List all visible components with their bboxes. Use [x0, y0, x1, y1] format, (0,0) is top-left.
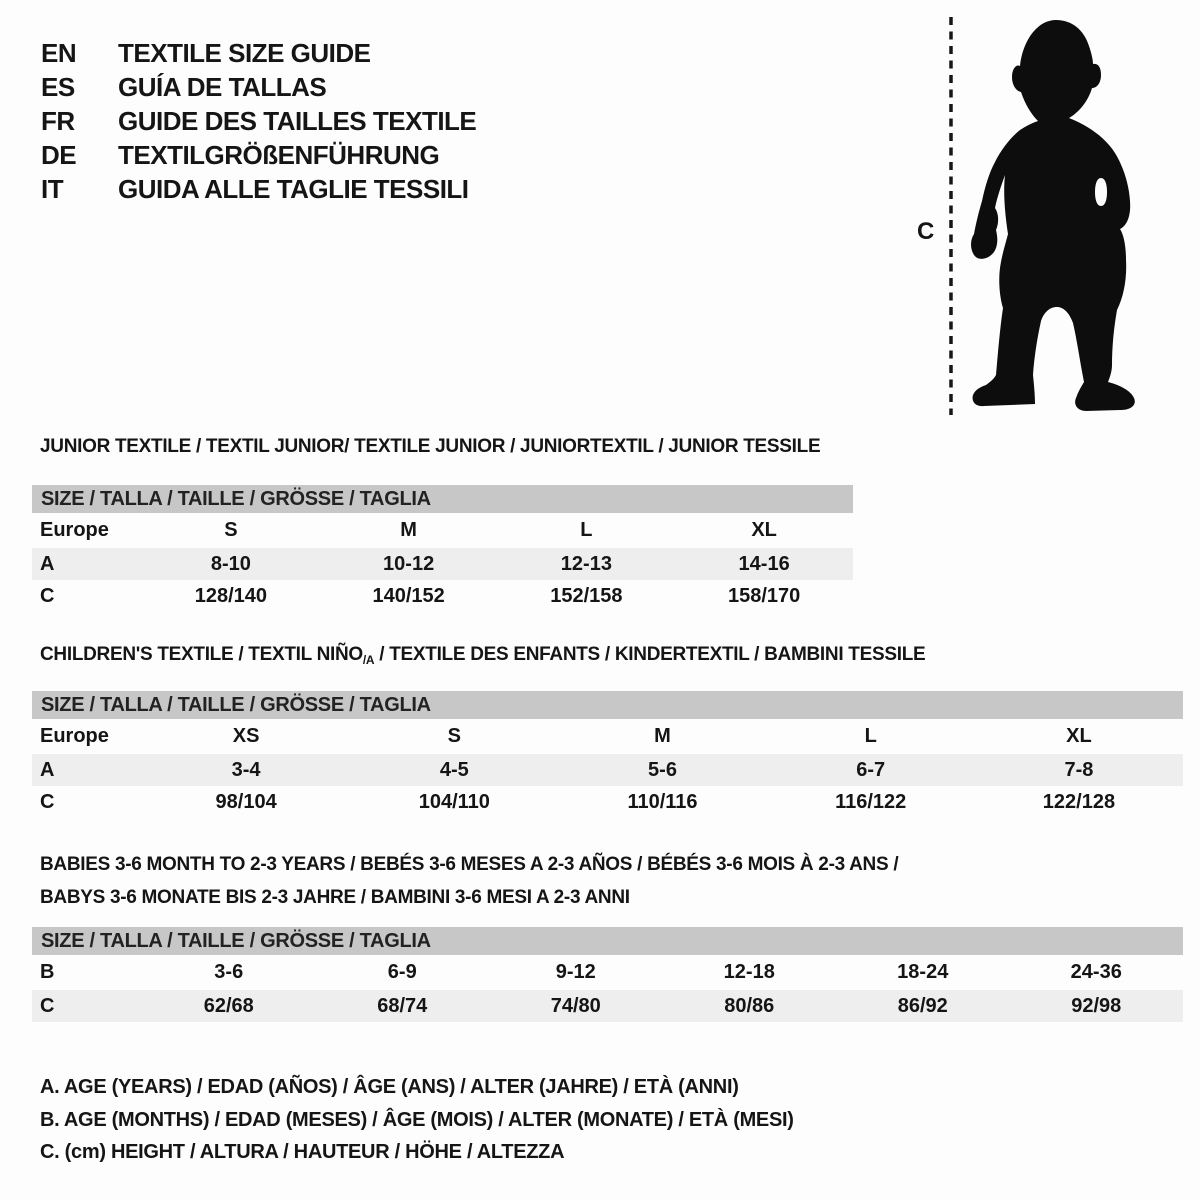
size-header-text: SIZE / TALLA / TAILLE / GRÖSSE / TAGLIA	[41, 693, 431, 716]
age-cell: 5-6	[648, 758, 677, 781]
age-cell: 18-24	[897, 961, 949, 983]
language-row-es	[41, 70, 476, 104]
babies-title-line2: BABYS 3-6 MONATE BIS 2-3 JAHRE / BAMBINI 3-6 MESI A 2-3 ANNI	[40, 887, 630, 908]
height-cell: 62/68	[203, 994, 254, 1017]
junior-section-title: JUNIOR TEXTILE / TEXTIL JUNIOR/ TEXTILE JUNIOR / JUNIORTEXTIL / JUNIOR TESSILE	[40, 436, 821, 457]
table-row	[32, 719, 1183, 754]
age-cell: 3-4	[231, 758, 261, 781]
height-cell: 74/80	[550, 994, 601, 1017]
height-cell: 152/158	[550, 585, 623, 607]
table-row	[32, 754, 1183, 786]
row-label: C	[40, 994, 55, 1017]
table-row	[32, 990, 1183, 1022]
height-cell: 104/110	[418, 791, 490, 813]
age-cell: 9-12	[555, 961, 596, 983]
age-cell: 4-5	[439, 758, 469, 781]
row-label: Europe	[40, 519, 109, 541]
row-label: Europe	[40, 725, 109, 747]
legend-height-cm: C. (cm) HEIGHT / ALTURA / HAUTEUR / HÖHE / ALTEZZA	[40, 1141, 565, 1163]
size-cell: S	[447, 725, 461, 747]
children-section-title	[40, 644, 925, 667]
language-row-fr	[41, 104, 476, 138]
row-label: A	[40, 552, 55, 575]
height-cell: 68/74	[377, 994, 428, 1017]
size-cell: XS	[232, 725, 260, 747]
age-cell: 24-36	[1070, 961, 1122, 983]
legend-age-years: A. AGE (YEARS) / EDAD (AÑOS) / ÂGE (ANS) / ALTER (JAHRE) / ETÀ (ANNI)	[40, 1076, 739, 1098]
size-cell: L	[580, 519, 593, 541]
children-title-part1: CHILDREN'S TEXTILE / TEXTIL NIÑO	[40, 644, 363, 665]
age-cell: 6-9	[387, 961, 417, 983]
size-header-text: SIZE / TALLA / TAILLE / GRÖSSE / TAGLIA	[41, 929, 431, 952]
figure-height-label: C	[917, 218, 935, 245]
language-row-en	[41, 36, 476, 70]
table-row	[32, 786, 1183, 819]
table-row	[32, 580, 853, 613]
height-cell: 140/152	[372, 585, 445, 607]
size-header-bar	[32, 485, 853, 513]
height-cell: 80/86	[724, 994, 775, 1017]
row-label: A	[40, 758, 55, 781]
legend	[40, 1071, 794, 1169]
age-cell: 10-12	[383, 552, 435, 575]
age-cell: 12-18	[723, 961, 775, 983]
height-cell: 98/104	[215, 791, 277, 813]
babies-title-line1: BABIES 3-6 MONTH TO 2-3 YEARS / BEBÉS 3-6 MESES A 2-3 AÑOS / BÉBÉS 3-6 MOIS À 2-3 ANS /	[40, 854, 899, 875]
guide-title-de: TEXTILGRÖßENFÜHRUNG	[118, 139, 440, 170]
table-row	[32, 548, 853, 580]
size-header-bar	[32, 691, 1183, 719]
height-cell: 122/128	[1042, 791, 1116, 813]
age-cell: 12-13	[560, 552, 612, 575]
row-label: C	[40, 791, 55, 813]
babies-size-table	[32, 927, 1183, 1022]
language-code: EN	[41, 37, 77, 68]
guide-title-en: TEXTILE SIZE GUIDE	[118, 37, 371, 68]
size-header-bar	[32, 927, 1183, 955]
size-cell: M	[654, 725, 671, 747]
language-title-list	[41, 36, 476, 206]
age-cell: 14-16	[738, 552, 790, 575]
age-cell: 8-10	[210, 552, 251, 575]
row-label: C	[40, 585, 55, 607]
language-code: DE	[41, 139, 77, 170]
size-cell: XL	[751, 519, 777, 541]
height-cell: 86/92	[897, 994, 948, 1017]
children-title-part2: / TEXTILE DES ENFANTS / KINDERTEXTIL / BAMBINI TESSILE	[374, 644, 926, 665]
guide-title-fr: GUIDE DES TAILLES TEXTILE	[118, 105, 477, 136]
height-cell: 110/116	[627, 791, 698, 813]
language-code: ES	[41, 71, 75, 102]
size-cell: XL	[1066, 725, 1092, 747]
legend-age-months: B. AGE (MONTHS) / EDAD (MESES) / ÂGE (MOIS) / ALTER (MONATE) / ETÀ (MESI)	[40, 1108, 794, 1131]
size-cell: L	[864, 725, 877, 747]
junior-size-table	[32, 485, 853, 613]
size-header-text: SIZE / TALLA / TAILLE / GRÖSSE / TAGLIA	[41, 487, 431, 510]
height-cell: 116/122	[835, 791, 907, 813]
language-row-it	[41, 172, 476, 206]
guide-title-es: GUÍA DE TALLAS	[118, 71, 327, 102]
height-cell: 158/170	[727, 585, 801, 607]
row-label: B	[40, 961, 55, 983]
toddler-silhouette-icon	[971, 20, 1135, 411]
height-cell: 92/98	[1071, 994, 1122, 1017]
language-code: FR	[41, 105, 75, 136]
height-cell: 128/140	[194, 585, 268, 607]
size-cell: M	[400, 519, 417, 541]
size-cell: S	[224, 519, 238, 541]
table-row	[32, 513, 853, 548]
children-title-subscript: /A	[362, 653, 375, 667]
age-cell: 7-8	[1064, 758, 1094, 781]
table-row	[32, 955, 1183, 990]
language-row-de	[41, 138, 476, 172]
toddler-figure	[940, 14, 1145, 418]
age-cell: 6-7	[856, 758, 886, 781]
guide-title-it: GUIDA ALLE TAGLIE TESSILI	[118, 173, 469, 204]
language-code: IT	[41, 173, 64, 204]
children-size-table	[32, 691, 1183, 819]
babies-section-title	[40, 848, 898, 914]
age-cell: 3-6	[214, 961, 244, 983]
